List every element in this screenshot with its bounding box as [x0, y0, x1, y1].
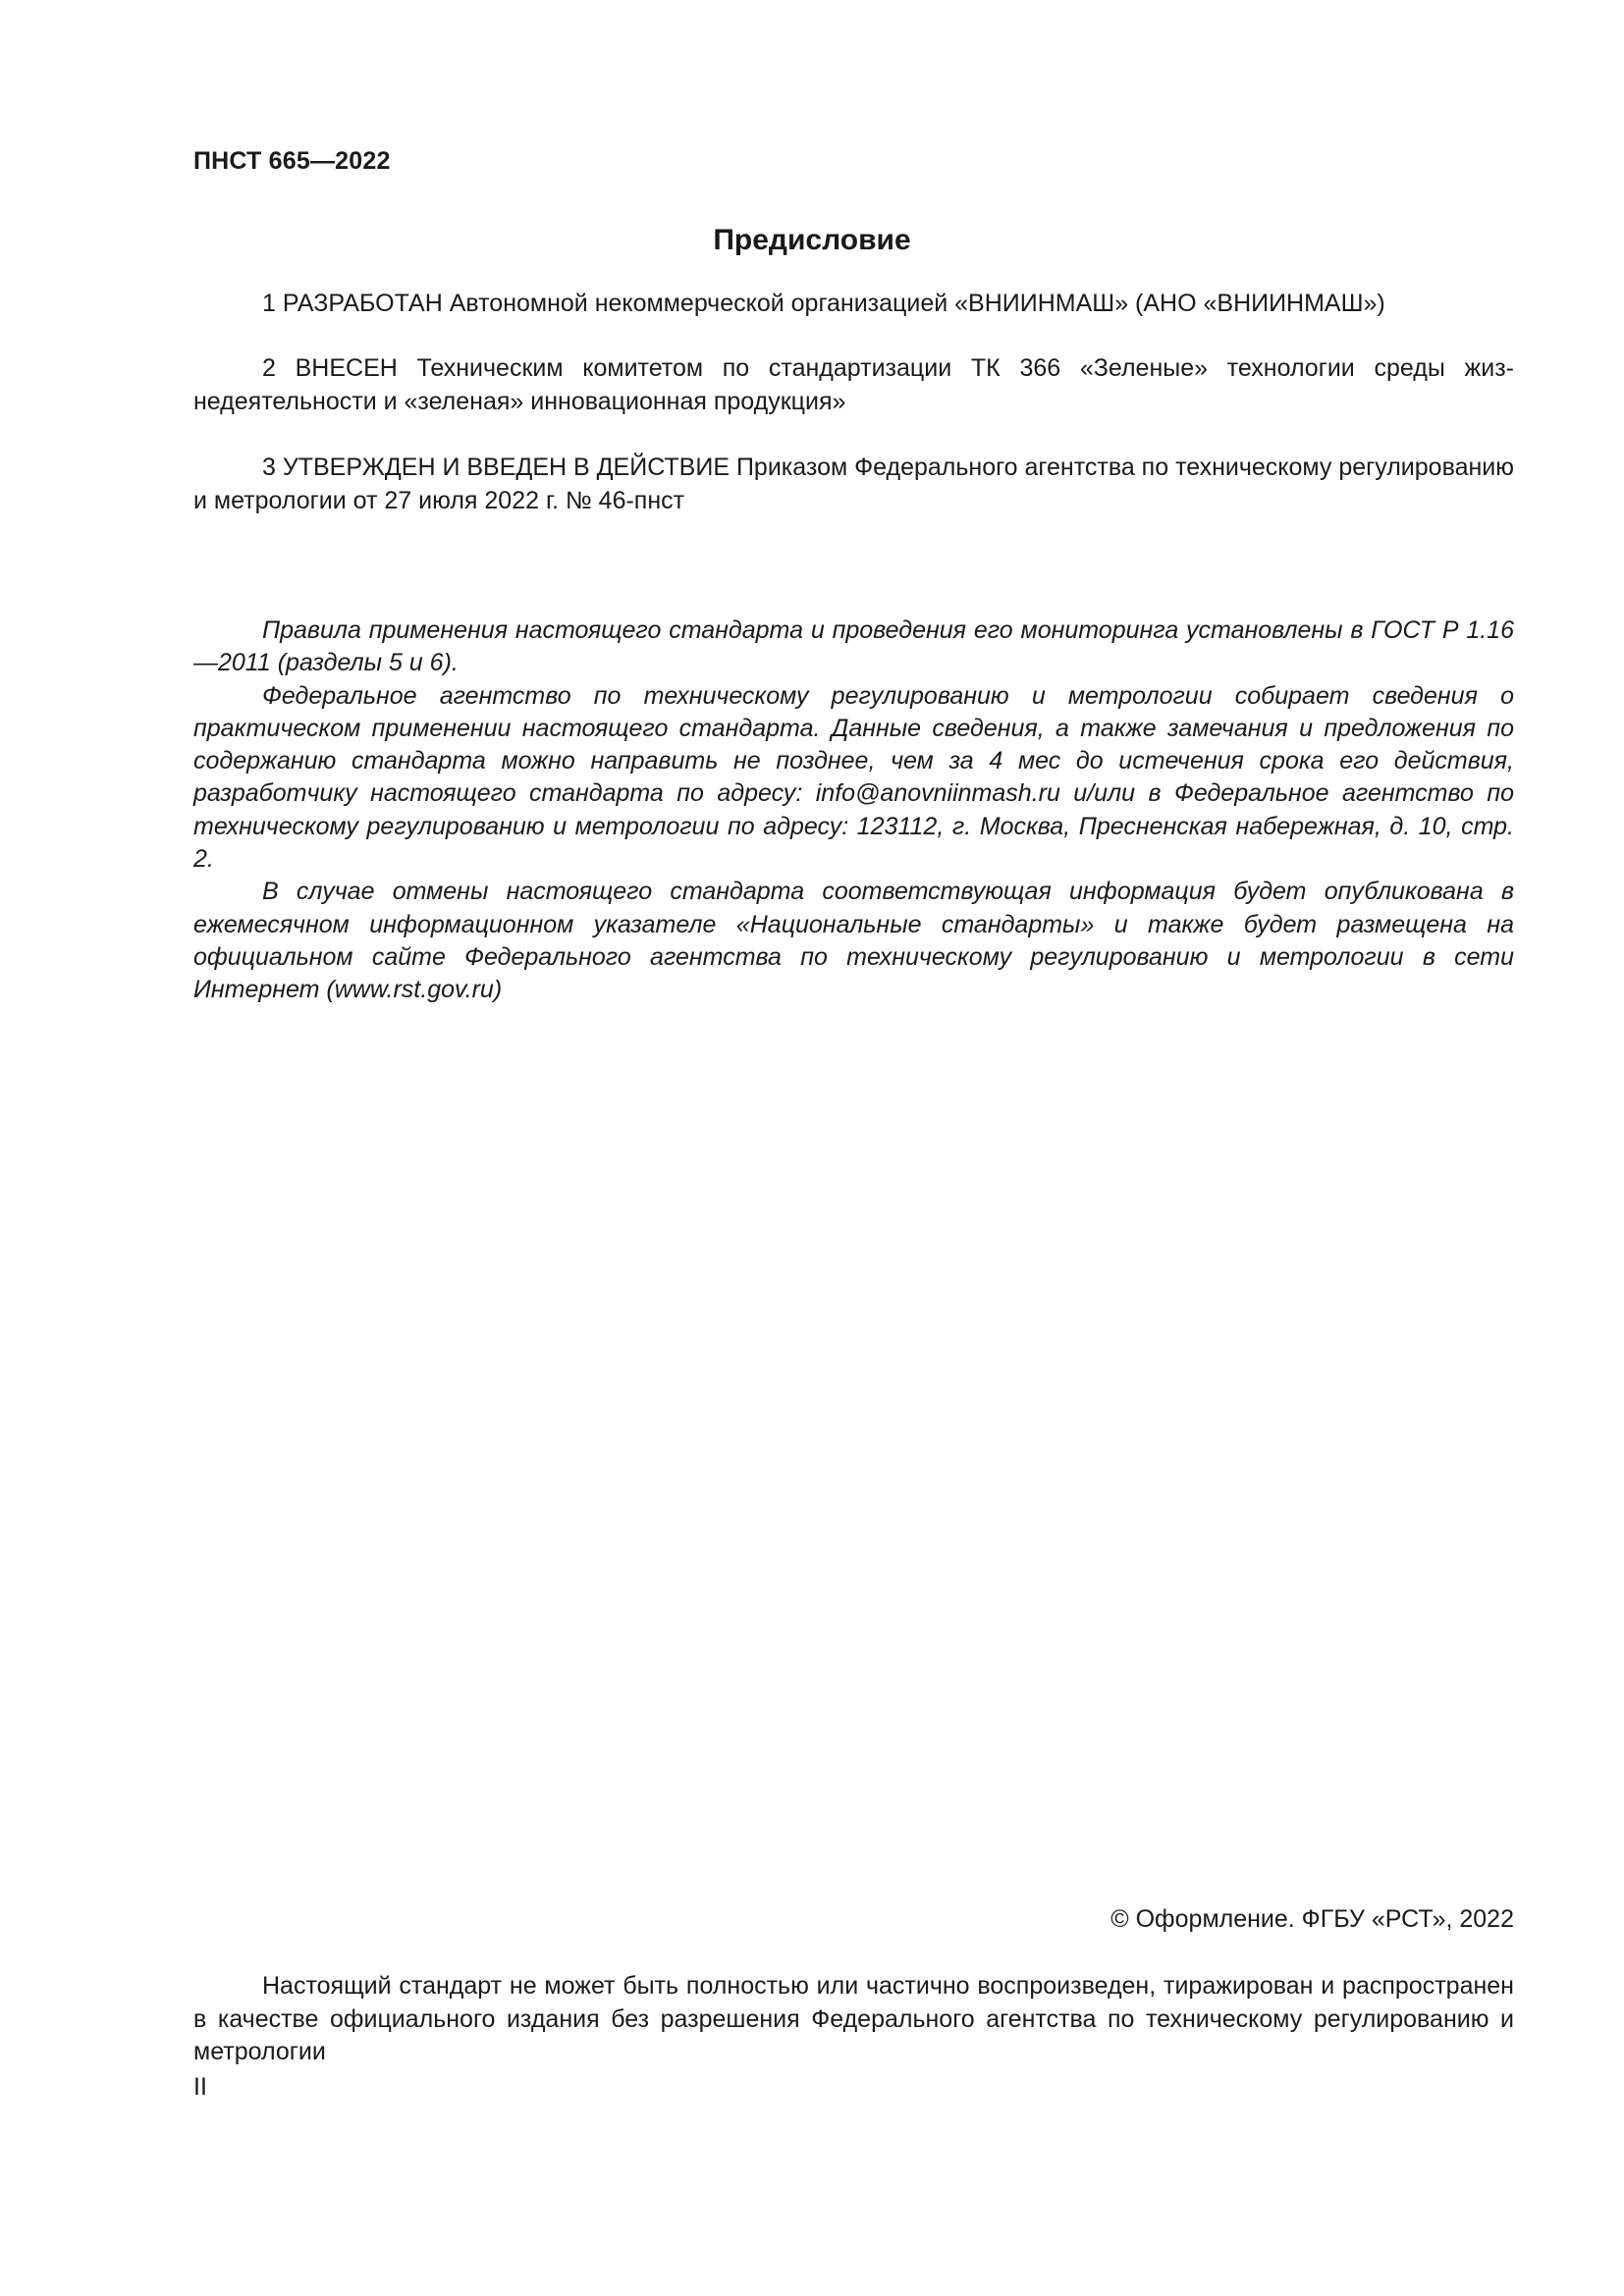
- foreword-item-approved: 3 УТВЕРЖДЕН И ВВЕДЕН В ДЕЙСТВИЕ Приказом Федерального агентства по техническому регулированию и метрологии от 27 июля 2022 г. № 46-пнст: [193, 454, 1514, 514]
- document-code: ПНСТ 665—2022: [193, 147, 391, 175]
- copyright-line: © Оформление. ФГБУ «РСТ», 2022: [1110, 1905, 1514, 1933]
- note-rules: Правила применения настоящего стандарта и проведения его мониторинга установлены в ГОСТ Р 1.16—2011 (разделы 5 и 6).: [193, 616, 1514, 677]
- foreword-item-introduced: 2 ВНЕСЕН Техническим комитетом по стандартизации ТК 366 «Зеленые» технологии среды жизнедеятельности и «зеленая» инновационная продукция»: [193, 354, 1514, 415]
- foreword-item-developed: 1 РАЗРАБОТАН Автономной некоммерческой организацией «ВНИИНМАШ» (АНО «ВНИИНМАШ»): [262, 290, 1385, 317]
- reproduction-notice: Настоящий стандарт не может быть полностью или частично воспроизведен, тиражирован и распространен в качестве официального издания без разрешения Федерального агентства по техническому регулированию и метрологии: [193, 1972, 1514, 2065]
- note-feedback: Федеральное агентство по техническому регулированию и метрологии собирает сведения о практическом применении настоящего стандарта. Данные сведения, а также замечания и предложения по содержанию стандарта можно направить не позднее, чем за 4 мес до истечения срока его действия, разработчику настоящего стандарта по адресу: info@anovniinmash.ru и/или в Федеральное агентство по техническому регулированию и метрологии по адресу: 123112, г. Москва, Пресненская набережная, д. 10, стр. 2.: [193, 681, 1514, 874]
- page-number: II: [193, 2073, 207, 2101]
- application-notes: [193, 614, 1514, 1007]
- page-title: Предисловие: [713, 224, 911, 256]
- note-cancellation: В случае отмены настоящего стандарта соответствующая информация будет опубликована в ежемесячном информационном указателе «Национальные стандарты» и также будет размещена на официальном сайте Федерального агентства по техническому регулированию и метрологии в сети Интернет (www.rst.gov.ru): [193, 878, 1514, 1004]
